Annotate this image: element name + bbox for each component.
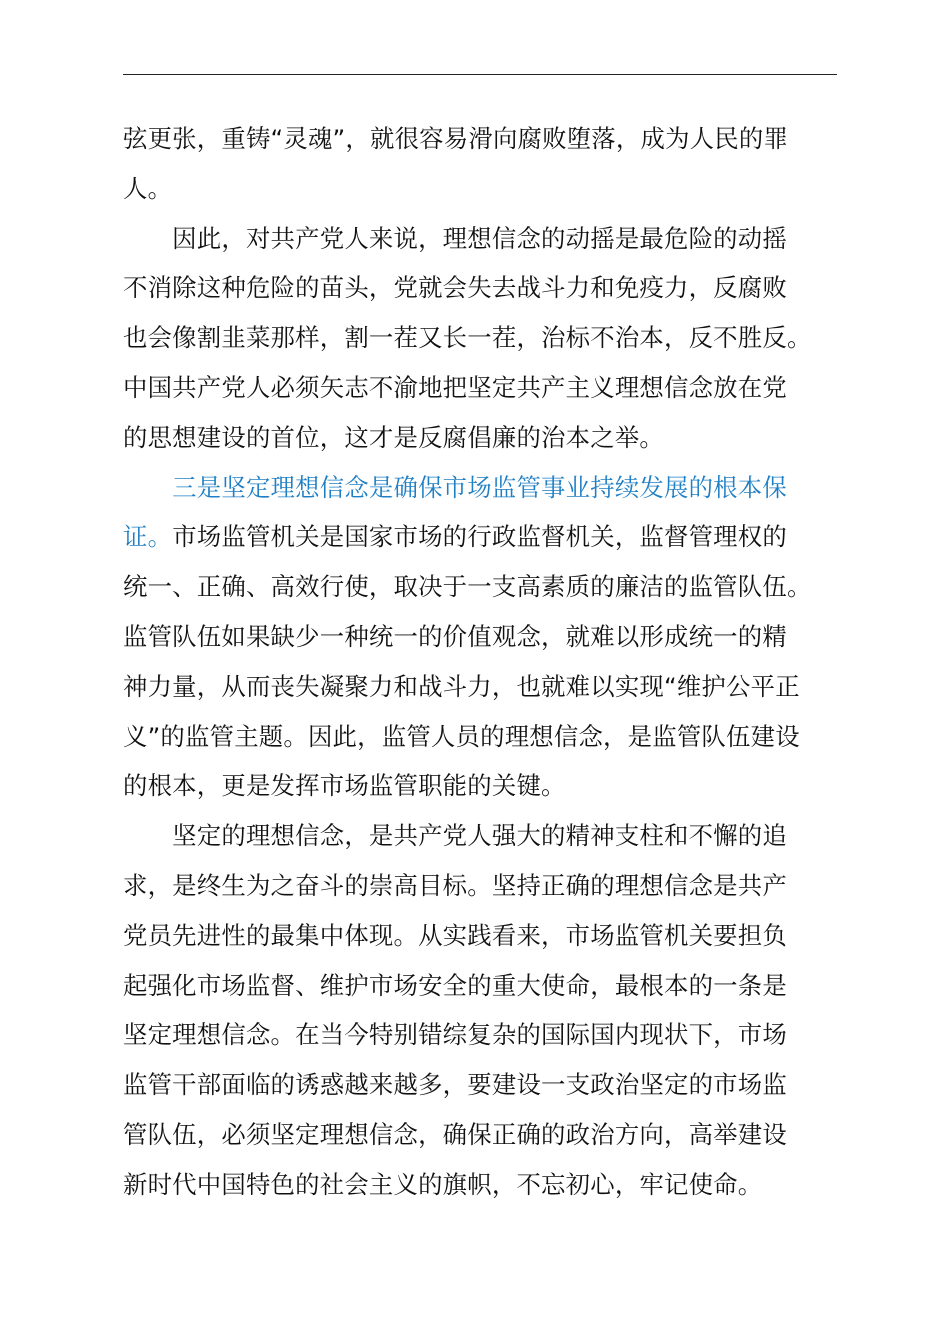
text-line: 的根本，更是发挥市场监管职能的关键。 — [123, 771, 566, 801]
text-line: 也会像割韭菜那样，割一茬又长一茬，治标不治本，反不胜反。 — [123, 323, 812, 353]
text-line: 中国共产党人必须矢志不渝地把坚定共产主义理想信念放在党 — [123, 372, 787, 402]
text-line: 监管干部面临的诱惑越来越多，要建设一支政治坚定的市场监 — [123, 1070, 787, 1100]
text-line: 神力量，从而丧失凝聚力和战斗力，也就难以实现“维护公平正 — [123, 671, 800, 701]
highlight-heading-end: 证。 — [123, 522, 173, 552]
text-line: 党员先进性的最集中体现。从实践看来，市场监管机关要担负 — [123, 920, 787, 950]
text-line: 管队伍，必须坚定理想信念，确保正确的政治方向，高举建设 — [123, 1119, 787, 1149]
text-line: 监管队伍如果缺少一种统一的价值观念，就难以形成统一的精 — [123, 621, 787, 651]
paragraph-1 — [123, 114, 843, 214]
text-line: 的思想建设的首位，这才是反腐倡廉的治本之举。 — [123, 422, 664, 452]
text-line: 新时代中国特色的社会主义的旗帜，不忘初心，牢记使命。 — [123, 1169, 763, 1199]
text-line: 坚定的理想信念，是共产党人强大的精神支柱和不懈的追 — [123, 821, 787, 851]
document-body — [123, 114, 843, 1210]
text-line: 义”的监管主题。因此，监管人员的理想信念，是监管队伍建设 — [123, 721, 800, 751]
text-line: 求，是终生为之奋斗的崇高目标。坚持正确的理想信念是共产 — [123, 870, 787, 900]
text-line: 弦更张，重铸“灵魂”，就很容易滑向腐败堕落，成为人民的罪 — [123, 124, 789, 153]
paragraph-3 — [123, 463, 843, 812]
text-line: 起强化市场监督、维护市场安全的重大使命，最根本的一条是 — [123, 970, 787, 1000]
text-line: 不消除这种危险的苗头，党就会失去战斗力和免疫力，反腐败 — [123, 273, 787, 303]
text-line: 人。 — [123, 173, 173, 203]
text-line: 坚定理想信念。在当今特别错综复杂的国际国内现状下，市场 — [123, 1020, 787, 1050]
paragraph-2 — [123, 214, 843, 463]
text-line: 因此，对共产党人来说，理想信念的动摇是最危险的动摇 — [123, 223, 787, 253]
text-line: 统一、正确、高效行使，取决于一支高素质的廉洁的监管队伍。 — [123, 572, 812, 602]
text-line — [123, 512, 843, 562]
paragraph-4 — [123, 811, 843, 1209]
header-rule — [123, 74, 837, 75]
highlight-heading-line: 三是坚定理想信念是确保市场监管事业持续发展的根本保 — [123, 472, 787, 502]
text-segment: 市场监管机关是国家市场的行政监督机关，监督管理权的 — [172, 522, 787, 552]
